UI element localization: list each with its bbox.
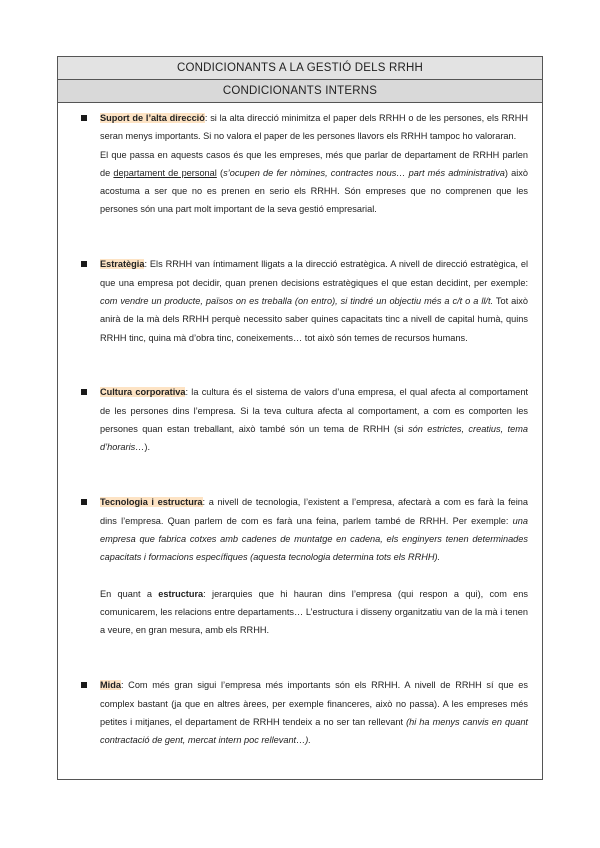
term-highlight: Tecnologia i estructura bbox=[100, 497, 203, 508]
section-tecnologia bbox=[80, 493, 528, 639]
bullet-icon bbox=[81, 115, 87, 121]
page-title: CONDICIONANTS A LA GESTIÓ DELS RRHH bbox=[58, 57, 542, 80]
paragraph bbox=[100, 255, 528, 346]
section-suport bbox=[80, 109, 528, 219]
bold-text: estructura bbox=[158, 588, 204, 599]
term-highlight: Estratègia bbox=[100, 259, 145, 270]
text: Tot això anirà de la mà dels RRHH perquè necessito saber quines capacitats tinc a nivell de capital humà, quins RRHH tinc, quina mà d’obra tinc, coneixements… tot això són temes de recursos humans. bbox=[100, 295, 528, 343]
paragraph bbox=[100, 109, 528, 146]
text: ( bbox=[216, 167, 224, 178]
text: : jerarquies que hi hauran dins l’empresa (qui respon a qui), com ens comunicarem, les relacions entre departaments… L’estructura i disseny organitzatiu van de la mà i tenen a veure, en gran mesura, amb els RRHH. bbox=[100, 588, 528, 636]
section-cultura bbox=[80, 383, 528, 456]
term-highlight: Suport de l’alta direcció bbox=[100, 113, 205, 123]
bullet-icon bbox=[81, 499, 87, 505]
text: ). bbox=[144, 442, 151, 453]
italic-text: s’ocupen de fer nòmines, contractes nous… part més administrativa bbox=[223, 167, 505, 178]
text: El que passa en aquests casos és que les empreses, més que parlar de departament de RRHH parlen de bbox=[100, 149, 528, 178]
text: : a nivell de tecnologia, l’existent a l’empresa, afectarà a com es farà la feina dins l’empresa. Quan parlem de com es farà una feina, parlem també de RRHH. Per exemple: bbox=[100, 497, 529, 526]
bullet-icon bbox=[81, 261, 87, 267]
text: : si la alta direcció minimitza el paper dels RRHH o de les persones, els RRHH seran menys importants. Si no valora el paper de les persones llavors els RRHH tampoc ho valoraran. bbox=[100, 113, 528, 142]
italic-text: com vendre un producte, països on es treballa (on entro), si tindré un objectiu més a c/t o a ll/t. bbox=[100, 295, 494, 306]
paragraph bbox=[100, 146, 528, 219]
bullet-icon bbox=[81, 682, 87, 688]
paragraph bbox=[100, 493, 528, 566]
term-highlight: Mida bbox=[100, 680, 121, 691]
bullet-icon bbox=[81, 389, 87, 395]
section-estrategia bbox=[80, 255, 528, 346]
section-heading: CONDICIONANTS INTERNS bbox=[58, 80, 542, 103]
italic-text: (hi ha menys canvis en quant contractació de gent, mercat intern poc rellevant…). bbox=[100, 716, 528, 746]
paragraph bbox=[100, 676, 528, 749]
italic-text: són estrictes, creatius, tema d’horaris… bbox=[100, 424, 528, 453]
text: ) això acostuma a ser que no es prenen en serio els RRHH. Són empreses que no comprenen que les persones són una part molt important de la seva gestió empresarial. bbox=[100, 167, 529, 215]
text: En quant a bbox=[100, 588, 159, 599]
section-mida bbox=[80, 676, 528, 749]
text: : Els RRHH van íntimament lligats a la direcció estratègica. A nivell de direcció estratègica, el que una empresa pot decidir, quan prenen decisions estratègiques el que estan decidint, per exemple: bbox=[100, 259, 528, 288]
paragraph bbox=[100, 383, 528, 456]
text: : Com més gran sigui l’empresa més importants són els RRHH. A nivell de RRHH sí que es complex bastant (ja que en altres àrees, per exemple financeres, això no passa). A les empreses més petites i mitjanes, el departament de RRHH tendeix a no ser tan rellevant bbox=[100, 680, 528, 727]
document-frame bbox=[57, 56, 543, 780]
text: : la cultura és el sistema de valors d’una empresa, el qual afecta al comportament de les persones dins l’empresa. Si la teva cultura afecta al comportament, a com es comporten les persones quan estan treballant, això també són un tema de RRHH (si bbox=[100, 387, 528, 435]
document-body bbox=[58, 103, 542, 749]
term-highlight: Cultura corporativa bbox=[100, 387, 186, 398]
paragraph bbox=[100, 585, 528, 640]
underlined-text: departament de personal bbox=[113, 167, 217, 178]
italic-text: una empresa que fabrica cotxes amb cadenes de muntatge en cadena, els enginyers tenen determinades capacitats i formacions específiques (aquesta tecnologia determina tots els RRHH). bbox=[100, 515, 528, 563]
